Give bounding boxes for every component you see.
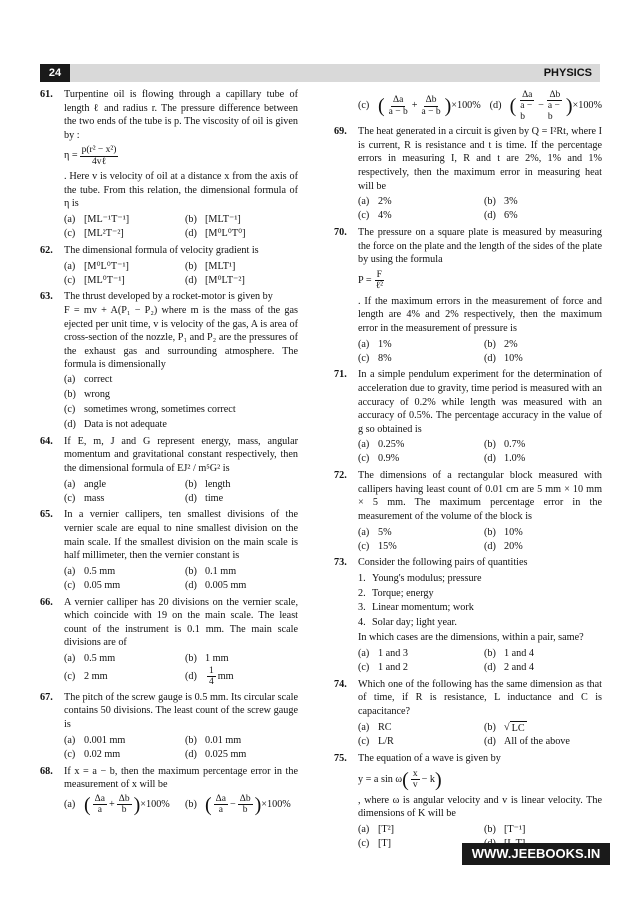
options [358, 337, 602, 365]
option-a[interactable]: (a) 0.5 mm [64, 653, 116, 665]
options [64, 794, 298, 816]
left-column [40, 88, 298, 819]
options [358, 195, 602, 223]
option-d[interactable]: (d) 10% [484, 352, 523, 364]
option-c[interactable]: (c) 4% [358, 210, 392, 222]
option-c[interactable]: (c) 0.9% [358, 453, 400, 465]
option-c[interactable]: (c) ( $\frac{\Delta a}{a - b}$ + $\frac{\Delta b}{a - b}$ ) ×100% [358, 95, 481, 118]
option-b[interactable]: (b) 3% [484, 196, 518, 208]
question-70: 70. The pressure on a square plate is measured by measuring the force on the plate and the length of the sides of the plate by using the formula P = $\frac{F}{\text{ℓ²}}$ . If the maximum errors in the measurement of force and length are 4% and 2% respectively, then the maximum error in the measurement of pressure is (a) 1% (b) 2% (c) 8% (d) 10% [334, 227, 602, 364]
question-66: 66. A vernier calliper has 20 divisions on the vernier scale, which coincide with 19 on the main scale. The least count of the instrument is 0.1 mm. The main scale divisions are of (a) 0.5 mm (b) 1 mm (c) 2 mm (d) $\frac{1}{4}$ mm [40, 596, 298, 688]
options [358, 721, 602, 750]
option-d[interactable]: (d) [M⁰LT⁻²] [185, 274, 245, 286]
options [358, 647, 602, 675]
question-74: 74. Which one of the following has the same dimension as that of time, if R is resistance, L inductance and C is capacitance? (a) RC (b) √ LC (c) L/R (d) All of the above [334, 678, 602, 748]
question-67: 67. The pitch of the screw gauge is 0.5 mm. Its circular scale contains 50 divisions. The least count of the screw gauge is (a) 0.001 mm (b) 0.01 mm (c) 0.02 mm (d) 0.025 mm [40, 691, 298, 760]
question-62: 62. The dimensional formula of velocity gradient is (a) [M⁰L⁰T⁻¹] (b) [MLT¹] (c) [ML⁰T⁻¹] (d) [M⁰LT⁻²] [40, 244, 298, 288]
option-c[interactable]: (c) sometimes wrong, sometimes correct [64, 403, 236, 415]
question-63: 63. The thrust developed by a rocket-motor is given by F = mv + A(P₁ − P₂) where m is the mass of the gas ejected per unit time, v is velocity of the gas, A is area of cross-section of the nozzle, P₁ and P₂ are the pressures of the exhaust gas and surrounding atmosphere. The formula is dimensionally (a) correct (b) wrong (c) sometimes wrong, sometimes correct (d) Data is not adequate [40, 291, 299, 430]
option-b[interactable]: (b) ( $\frac{\Delta a}{a}$ − $\frac{\Delta b}{b}$ ) ×100% [185, 793, 291, 816]
option-b[interactable]: (b) 0.01 mm [185, 734, 242, 746]
list-item: 3. Linear momentum; work [358, 602, 474, 614]
question-64: 64. If E, m, J and G represent energy, mass, angular momentum and gravitational constant respectively, then the dimensional formula of EJ² / m⁵G² is (a) angle (b) length (c) mass (d) time [40, 435, 298, 504]
option-c[interactable]: (c) 8% [358, 352, 392, 364]
formula: η = $\frac{\text{p(r² − x²)}}{\text{4vℓ}}$ [64, 145, 117, 167]
option-a[interactable]: (a) [T²] [358, 823, 395, 835]
option-b[interactable]: (b) 0.1 mm [185, 565, 237, 577]
right-column [334, 88, 602, 854]
option-a[interactable]: (a) [M⁰L⁰T⁻¹] [64, 260, 129, 272]
option-b[interactable]: (b) 0.7% [484, 439, 526, 451]
option-c[interactable]: (c) [T] [358, 837, 392, 849]
option-d[interactable]: (d) time [185, 492, 224, 504]
option-c[interactable]: (c) mass [64, 492, 105, 504]
option-b[interactable]: (b) 1 mm [185, 653, 229, 665]
options [64, 213, 298, 241]
formula: F = mv + A(P₁ − P₂) [64, 304, 158, 316]
option-b[interactable]: (b) [T⁻¹] [484, 823, 526, 835]
question-73: 73. Consider the following pairs of quantities 1. Young's modulus; pressure 2. Torque; energy 3. Linear momentum; work 4. Solar day; light year. In which cases are the dimensions, within a pair, same? (a) 1 and 3 (b) 1 and 4 (c) 1 and 2 (d) 2 and 4 [334, 556, 602, 674]
option-d[interactable]: (d) 0.025 mm [185, 748, 247, 760]
options [358, 90, 602, 122]
option-b[interactable]: (b) [MLT⁻¹] [185, 214, 241, 226]
subject-title: PHYSICS [543, 67, 592, 79]
formula: y = a sin ω ( $\frac{x}{v}$ − k ) [358, 768, 442, 791]
option-a[interactable]: (a) correct [64, 373, 113, 385]
option-c[interactable]: (c) 15% [358, 540, 397, 552]
option-d[interactable]: (d) $\frac{1}{4}$ mm [185, 665, 234, 688]
sqrt-sign-icon: √ [504, 722, 510, 733]
option-b[interactable]: (b) 2% [484, 338, 518, 350]
option-d[interactable]: (d) [M⁰L⁰T⁰] [185, 228, 246, 240]
option-d[interactable]: (d) Data is not adequate [64, 418, 167, 430]
list-item: 1. Young's modulus; pressure [358, 573, 482, 584]
option-a[interactable]: (a) RC [358, 722, 392, 733]
option-b[interactable]: (b) wrong [64, 388, 111, 400]
options [64, 373, 298, 432]
option-a[interactable]: (a) 0.25% [358, 439, 405, 451]
page-number: 24 [40, 64, 70, 82]
question-61: 61. Turpentine oil is flowing through a capillary tube of length ℓ and radius r. The pressure difference between the two ends of the tube is p. The viscosity of oil is given by : η = $\frac{\text{p(r² − x²)}}{\text{4vℓ}}$ . Here v is velocity of oil at a distance x from the axis of the tube. From this relation, the dimensional formula of η is (a) [ML⁻¹T⁻¹] (b) [MLT⁻¹] (c) [ML²T⁻²] (d) [M⁰L⁰T⁰] [40, 89, 298, 240]
option-a[interactable]: (a) ( $\frac{\Delta a}{a}$ + $\frac{\Delta b}{b}$ ) ×100% [64, 793, 170, 816]
option-c[interactable]: (c) 0.05 mm [64, 579, 121, 591]
list-item: 4. Solar day; light year. [358, 616, 457, 628]
option-c[interactable]: (c) L/R [358, 736, 394, 748]
question-text: Turpentine oil is flowing through a capillary tube of length ℓ and radius r. The pressure difference between the two ends of the tube is p. The viscosity of oil is given by : [64, 89, 298, 141]
question-69: 69. The heat generated in a circuit is given by Q = I²Rt, where I is current, R is resistance and t is time. If the percentage errors in measuring I, R and t are 2%, 1% and 1% respectively, then the maximum error in measuring heat will be (a) 2% (b) 3% (c) 4% (d) 6% [334, 126, 602, 222]
site-watermark: WWW.JEEBOOKS.IN [462, 843, 610, 865]
question-72: 72. The dimensions of a rectangular block measured with callipers having least count of 0.01 cm are 5 mm × 10 mm × 5 mm. The maximum percentage error in the measurement of the volume of the block is (a) 5% (b) 10% (c) 15% (d) 20% [334, 470, 602, 552]
question-68-continued [334, 90, 602, 122]
page-header [40, 64, 600, 82]
option-a[interactable]: (a) 1% [358, 338, 392, 350]
option-b[interactable]: (b) 1 and 4 [484, 648, 534, 660]
option-d[interactable]: (d) 2 and 4 [484, 662, 534, 674]
option-c[interactable]: (c) [ML⁰T⁻¹] [64, 274, 125, 286]
question-65: 65. In a vernier callipers, ten smallest divisions of the vernier scale are equal to nine smallest division on the main scale. If the smallest division on the main scale is half millimeter, then the vernier constant is (a) 0.5 mm (b) 0.1 mm (c) 0.05 mm (d) 0.005 mm [40, 509, 298, 591]
option-b[interactable]: (b) √ LC [484, 722, 525, 734]
option-c[interactable]: (c) 0.02 mm [64, 748, 121, 760]
option-a[interactable]: (a) [ML⁻¹T⁻¹] [64, 214, 130, 226]
options [64, 652, 298, 688]
option-c[interactable]: (c) 2 mm [64, 671, 108, 683]
option-d[interactable]: (d) 6% [484, 210, 518, 222]
options [64, 477, 298, 505]
options [358, 438, 602, 466]
option-a[interactable]: (a) 0.5 mm [64, 565, 116, 577]
question-68: 68. If x = a − b, then the maximum percentage error in the measurement of x will be (a) ( $\frac{\Delta a}{a}$ + $\frac{\Delta b}{b}$ ) ×100% (b) ( $\frac{\Delta a}{a}$ − $\frac{\Delta b}{b}$ ) ×100% [40, 765, 298, 816]
formula: P = $\frac{F}{\text{ℓ²}}$ [358, 269, 383, 292]
list-item: 2. Torque; energy [358, 587, 434, 599]
question-75: 75. The equation of a wave is given by y = a sin ω ( $\frac{x}{v}$ − k ) , where ω is angular velocity and v is linear velocity. The dimensions of K will be (a) [T²] (b) [T⁻¹] (c) [T] [334, 753, 602, 849]
option-d[interactable]: (d) ( $\frac{\Delta a}{a - b}$ − $\frac{\Delta b}{a - b}$ ) ×100% [489, 90, 602, 122]
option-b[interactable]: (b) length [185, 478, 231, 490]
option-d[interactable]: (d) 0.005 mm [185, 579, 247, 591]
option-d[interactable]: (d) All of the above [484, 736, 570, 748]
option-d[interactable]: (d) 20% [484, 540, 523, 552]
option-a[interactable]: (a) angle [64, 478, 107, 490]
question-71: 71. In a simple pendulum experiment for the determination of acceleration due to gravity, time period is measured with an accuracy of 0.2% while length was measured with an accuracy of 0.5%. The percentage accuracy in the value of g so obtained is (a) 0.25% (b) 0.7% (c) 0.9% (d) 1.0% [334, 369, 602, 465]
option-a[interactable]: (a) 1 and 3 [358, 648, 408, 660]
option-a[interactable]: (a) 0.001 mm [64, 734, 126, 746]
option-a[interactable]: (a) 5% [358, 526, 392, 538]
option-c[interactable]: (c) [ML²T⁻²] [64, 228, 124, 240]
pairs-list [358, 572, 602, 629]
option-c[interactable]: (c) 1 and 2 [358, 662, 408, 674]
options [358, 525, 602, 553]
option-d[interactable]: (d) 1.0% [484, 453, 526, 465]
option-a[interactable]: (a) 2% [358, 196, 392, 208]
options [64, 734, 298, 762]
options [64, 259, 298, 287]
option-b[interactable]: (b) 10% [484, 526, 523, 538]
option-b[interactable]: (b) [MLT¹] [185, 260, 236, 272]
options [64, 565, 298, 593]
